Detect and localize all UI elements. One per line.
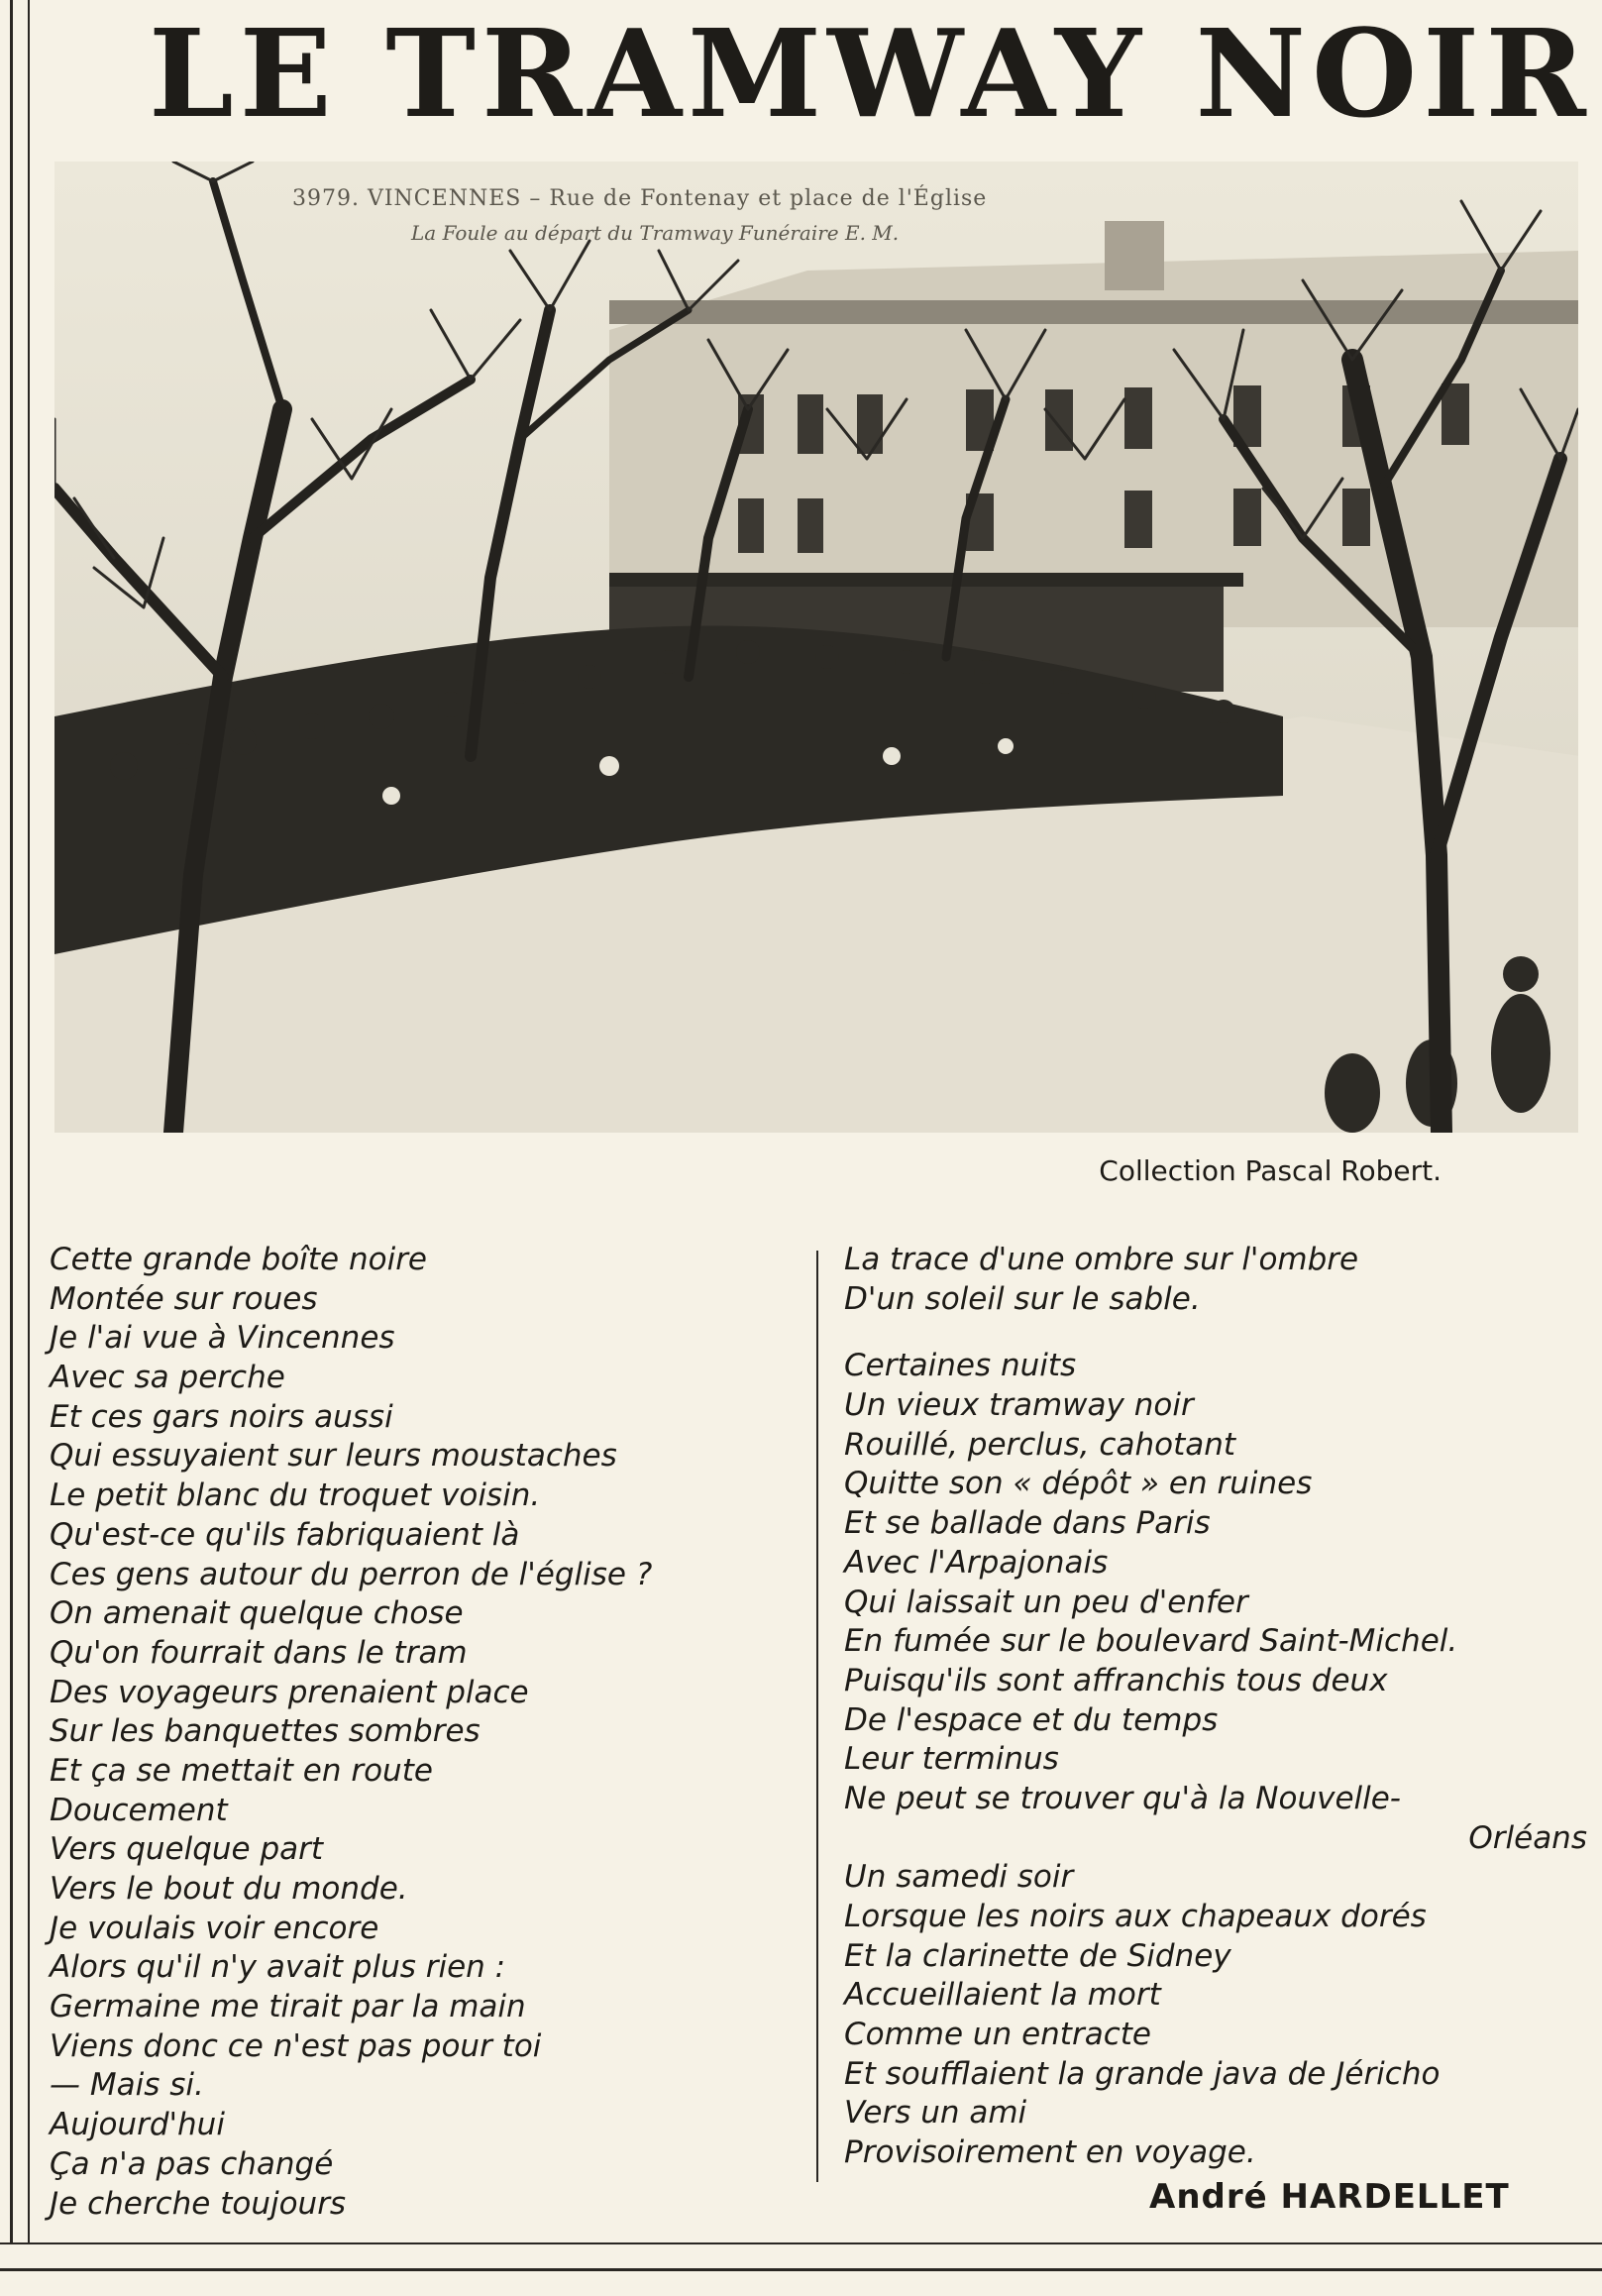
- poem-line: Doucement: [50, 1792, 228, 1828]
- poem-left-column: [50, 1241, 788, 2224]
- poem-line: Un samedi soir: [844, 1859, 1074, 1896]
- poem-line: Avec l'Arpajonais: [844, 1544, 1109, 1581]
- poem-line: Quitte son « dépôt » en ruines: [844, 1466, 1313, 1502]
- poem-line: Vers quelque part: [50, 1831, 324, 1868]
- poem-line: Germaine me tirait par la main: [50, 1989, 526, 2025]
- poem-line: Qui laissait un peu d'enfer: [844, 1584, 1248, 1620]
- page-title: LE TRAMWAY NOIR: [149, 2, 1592, 145]
- poem-line: Et ça se mettait en route: [50, 1752, 433, 1789]
- poem-line: Et se ballade dans Paris: [844, 1505, 1211, 1542]
- poem-line: Certaines nuits: [844, 1348, 1077, 1384]
- poem-line: Qui essuyaient sur leurs moustaches: [50, 1438, 617, 1475]
- poem-line: Qu'on fourrait dans le tram: [50, 1634, 468, 1671]
- poem-line: D'un soleil sur le sable.: [844, 1280, 1201, 1317]
- poem-line: Provisoirement en voyage.: [844, 2134, 1256, 2171]
- left-border-rule-inner: [28, 0, 30, 2244]
- poem-line: Et la clarinette de Sidney: [844, 1937, 1231, 1974]
- poem-line: Sur les banquettes sombres: [50, 1713, 481, 1750]
- poem-line: Leur terminus: [844, 1741, 1059, 1778]
- poem-line: Je l'ai vue à Vincennes: [50, 1320, 395, 1357]
- poem-line: Vers un ami: [844, 2095, 1027, 2132]
- poem-line: Comme un entracte: [844, 2017, 1151, 2053]
- poem-line: Montée sur roues: [50, 1280, 318, 1317]
- poem-line: Ça n'a pas changé: [50, 2145, 334, 2182]
- poem-line: Lorsque les noirs aux chapeaux dorés: [844, 1899, 1427, 1934]
- poem-line: Ces gens autour du perron de l'église ?: [50, 1556, 653, 1592]
- poem-line: Qu'est-ce qu'ils fabriquaient là: [50, 1516, 520, 1553]
- poem-line: Alors qu'il n'y avait plus rien :: [50, 1949, 506, 1986]
- author-signature: André HARDELLET: [1149, 2177, 1510, 2217]
- poem-line: Je cherche toujours: [50, 2185, 347, 2222]
- tramway-photo: [54, 162, 1578, 1133]
- poem-line: Avec sa perche: [50, 1360, 285, 1396]
- bottom-rule: [0, 2242, 1602, 2244]
- poem-line: En fumée sur le boulevard Saint-Michel.: [844, 1623, 1458, 1660]
- poem-line-wrapped: Orléans: [1468, 1819, 1587, 1856]
- poem-line: Le petit blanc du troquet voisin.: [50, 1477, 541, 1514]
- postcard-subheader: La Foule au départ du Tramway Funéraire E. M.: [411, 221, 900, 245]
- photo-caption: Collection Pascal Robert.: [1099, 1154, 1442, 1187]
- poem-line: Accueillaient la mort: [844, 1977, 1161, 2014]
- poem-line: Des voyageurs prenaient place: [50, 1674, 529, 1710]
- poem-line: Et soufflaient la grande java de Jéricho: [844, 2055, 1441, 2092]
- poem-right-column: [844, 1241, 1587, 2173]
- left-border-rule: [10, 0, 13, 2244]
- poem-line: La trace d'une ombre sur l'ombre: [844, 1242, 1359, 1277]
- poem-line: Vers le bout du monde.: [50, 1871, 408, 1907]
- poem-line: De l'espace et du temps: [844, 1701, 1219, 1738]
- poem-line: Puisqu'ils sont affranchis tous deux: [844, 1662, 1388, 1698]
- poem-line: Rouillé, perclus, cahotant: [844, 1426, 1236, 1463]
- bottom-rule-thick: [0, 2268, 1602, 2271]
- poem-line: Et ces gars noirs aussi: [50, 1398, 393, 1435]
- poem-line: Aujourd'hui: [50, 2107, 225, 2143]
- poem-line: Cette grande boîte noire: [50, 1242, 428, 1277]
- stanza-gap: [844, 1319, 1587, 1347]
- postcard-header: 3979. VINCENNES – Rue de Fontenay et place de l'Église: [292, 186, 988, 211]
- poem-line: — Mais si.: [50, 2067, 204, 2104]
- poem-line: Un vieux tramway noir: [844, 1387, 1194, 1424]
- photo-illustration: [54, 162, 1578, 1133]
- poem-line: On amenait quelque chose: [50, 1595, 464, 1632]
- poem-line: Viens donc ce n'est pas pour toi: [50, 2027, 542, 2064]
- poem-line: Ne peut se trouver qu'à la Nouvelle-: [844, 1780, 1401, 1816]
- column-divider: [816, 1251, 818, 2182]
- poem-line: Je voulais voir encore: [50, 1910, 379, 1946]
